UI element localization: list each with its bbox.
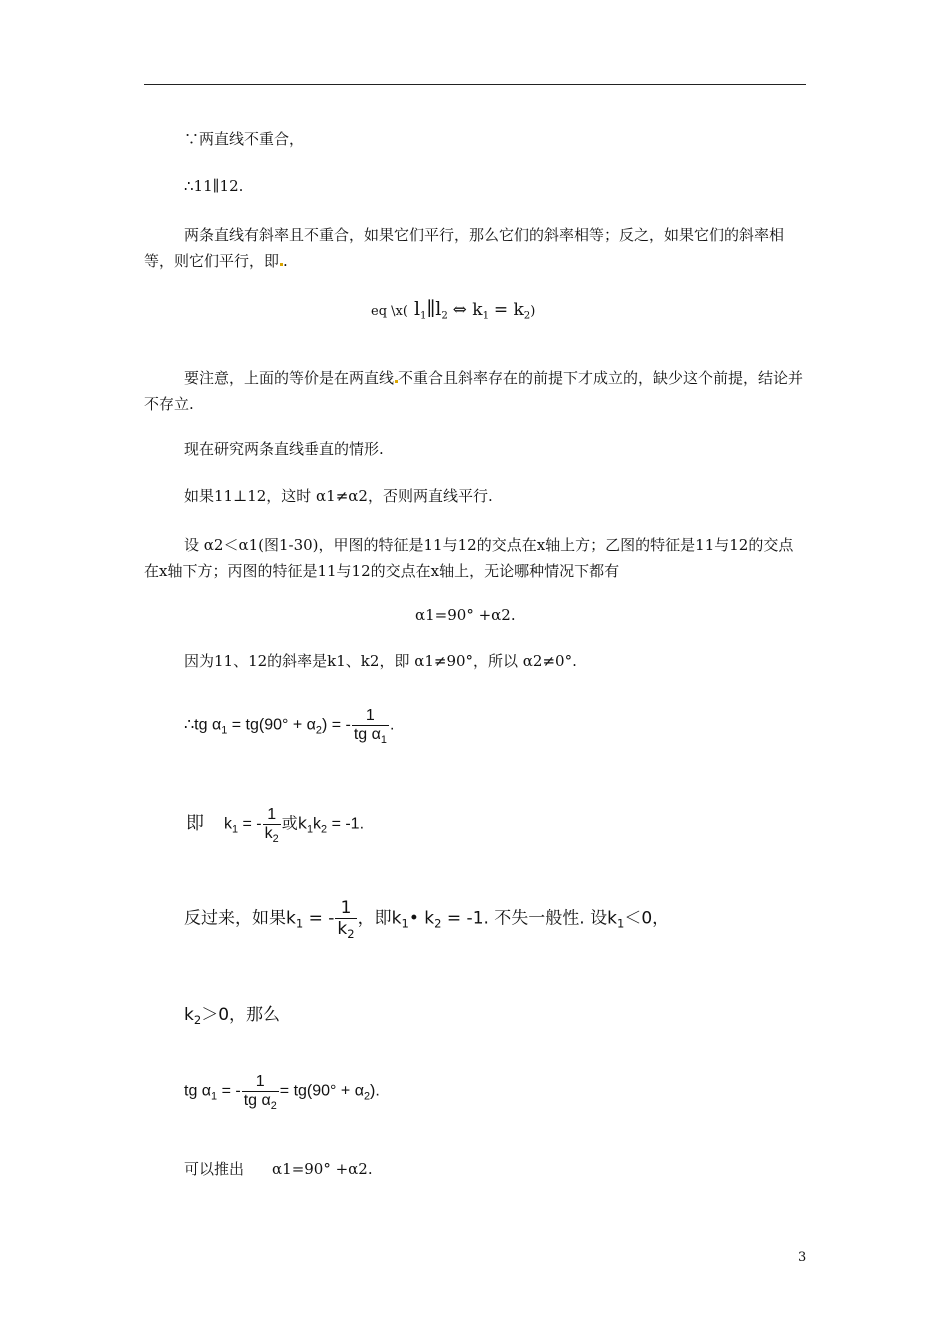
f5-den [242,1091,279,1110]
eq-sub: 1 [482,310,490,322]
line-not-coincide: ∵两直线不重合， [184,130,305,148]
f5-sub: 1 [211,1090,218,1103]
f2-fraction [263,806,281,843]
f3-eq: = - [308,908,335,929]
f1-den-sub: 1 [380,733,387,746]
paragraph-parallel-slopes [144,222,808,274]
f1-den-text: tg α [353,726,381,743]
f3-a: 反过来，如果k [184,908,296,929]
paragraph-caution [144,365,808,417]
f2-end: = -1. [331,815,365,833]
paragraph-text: 不重合且斜率存在的前提下才成立的，缺少这个前提，结论并不存立. [144,369,804,413]
f3-dot: • k [408,908,435,929]
eq-parallel-symbol: ∥ [426,298,436,320]
paragraph-figure-cases: 设 α2＜α1(图1-30)，甲图的特征是11与12的交点在x轴上方；乙图的特征是11与12的交点在x轴下方；丙图的特征是11与12的交点在x轴上，无论哪种情况下都有 [144,536,794,580]
f2-num: 1 [267,806,277,823]
f3-den-sub: 2 [347,927,355,942]
f4-rest: ＞0，那么 [201,1005,281,1025]
f3-sub: 2 [434,916,442,931]
f2-k2: k [313,815,322,833]
f2-den-text: k [264,825,273,842]
f4-k: k [184,1005,194,1025]
f1-lhs: ∴tg α [184,716,222,734]
f2-or: 或k [281,813,307,833]
f3-num: 1 [340,898,352,918]
f5-den-text: tg α [243,1092,271,1109]
conclusion-label: 可以推出 [184,1160,245,1178]
f2-sub: 1 [232,823,239,836]
formula-tg-alpha1 [184,707,394,744]
f1-sub: 1 [221,724,228,737]
f5-lhs: tg α [184,1082,212,1100]
f3-d: ＜0， [624,908,670,929]
f3-c: = -1. 不失一般性. 设k [446,908,617,929]
f1-mid: = tg(90° + α [231,716,316,734]
f2-den-sub: 2 [272,832,279,845]
f1-eq: ) = - [321,716,351,734]
f1-end: . [389,716,395,734]
f4-sub: 2 [193,1013,202,1028]
f2-sub: 2 [321,823,328,836]
f2-eq: = - [242,815,262,833]
page-number: 3 [798,1250,807,1265]
f3-sub: 1 [616,916,625,931]
f5-fraction [242,1073,279,1110]
f1-den [352,725,389,744]
line-slopes: 因为11、12的斜率是k1、k2，即 α1≠90°，所以 α2≠0°. [184,652,577,670]
f2-label: 即 [186,812,204,834]
eq-sub: 2 [523,310,531,322]
paragraph-text: 两条直线有斜率且不重合，如果它们平行，那么它们的斜率相等；反之，如果它们的斜率相等，则它们平行，即 [144,226,785,270]
eq-iff: ⇔ k [452,300,483,320]
f5-eq: = - [221,1082,241,1100]
eq-l1: l [413,298,421,320]
f3-sub: 1 [401,916,409,931]
equation-parallel [371,299,535,322]
eq-equals: = k [493,300,524,320]
eq-close: ) [530,304,536,319]
formula-k1-relation [186,806,364,843]
f2-sub: 1 [306,823,314,836]
eq-sub: 1 [420,310,427,322]
f5-end: ). [370,1082,380,1100]
formula-tg-derivation [184,1073,380,1110]
paragraph-text: 要注意，上面的等价是在两直线 [184,369,395,387]
f3-fraction [335,898,356,942]
f5-den-sub: 2 [270,1099,277,1112]
f3-b: ，即k [357,908,402,929]
header-rule [144,84,806,85]
f3-den-text: k [337,919,348,939]
line-parallel: ∴11∥12. [184,177,244,195]
eq-sub: 2 [441,310,448,322]
f1-fraction [352,707,389,744]
line-conclusion [184,1159,373,1179]
eq-prefix: eq \x( [371,304,408,319]
paragraph-end: . [283,252,288,270]
f5-mid: = tg(90° + α [279,1082,364,1100]
formula-alpha-relation: α1=90° +α2. [415,606,516,624]
f3-sub: 1 [295,916,304,931]
f1-num: 1 [365,707,375,724]
f5-sub: 2 [363,1090,370,1103]
f2-den [263,824,281,843]
f5-num: 1 [255,1073,265,1090]
eq-l2: l [435,298,442,320]
formula-k2-positive [184,1000,281,1028]
conclusion-formula: α1=90° +α2. [272,1160,373,1178]
formula-converse [184,898,670,942]
f1-sub: 2 [315,724,322,737]
f3-den [335,918,356,942]
line-if-perpendicular: 如果11⊥12，这时 α1≠α2，否则两直线平行. [184,487,493,505]
line-perpendicular-intro: 现在研究两条直线垂直的情形. [184,440,384,458]
f2-k: k [224,815,232,833]
